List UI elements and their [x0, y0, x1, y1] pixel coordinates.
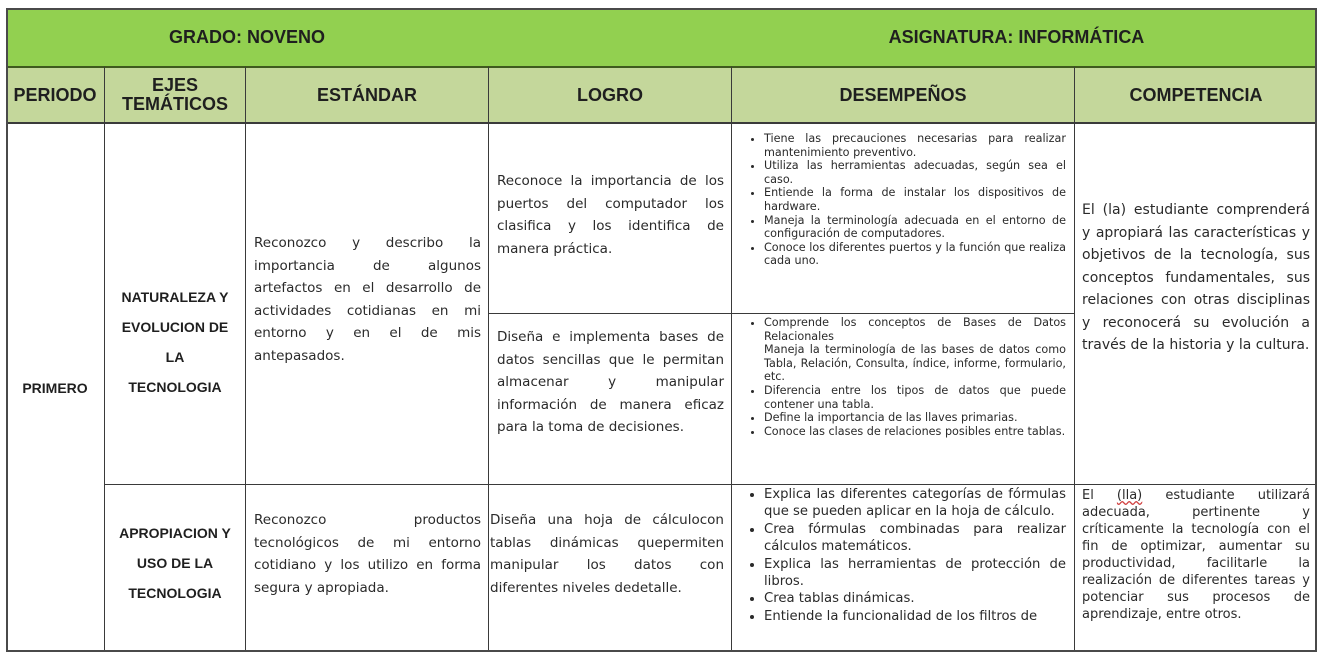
- column-header-label: ESTÁNDAR: [316, 84, 417, 105]
- desempeno-item: • Conoce los diferentes puertos y la función que realiza cada uno.: [764, 241, 1066, 268]
- desempeno-item: • Utiliza las herramientas adecuadas, según sea el caso.: [764, 159, 1066, 186]
- desempeno-item: • Crea tablas dinámicas.: [764, 590, 1066, 607]
- eje-line: LA: [165, 349, 185, 365]
- desempeno-item: • Crea fórmulas combinadas para realizar cálculos matemáticos.: [764, 521, 1066, 556]
- eje-line: USO DE LA: [136, 554, 214, 571]
- eje-line: TECNOLOGIA: [128, 379, 222, 395]
- periodo-value: PRIMERO: [22, 380, 88, 396]
- estandar-text: Reconozco productos tecnológicos de mi entorno cotidiano y los utilizo en forma segura y apropiada.: [254, 512, 481, 596]
- desempeno-item: • Explica las diferentes categorías de fórmulas que se pueden aplicar en la hoja de cálculo.: [764, 486, 1066, 521]
- desempeno-item: • Entiende la funcionalidad de los filtros de: [764, 608, 1066, 625]
- eje-line: EVOLUCION DE: [121, 319, 229, 335]
- eje-line: TECNOLOGIA: [128, 584, 222, 601]
- eje-line: NATURALEZA Y: [121, 289, 229, 305]
- column-header-label: EJES: [151, 75, 199, 95]
- desempeno-item: • Comprende los conceptos de Bases de Datos Relacionales: [764, 316, 1066, 343]
- desempeno-item: • Maneja la terminología adecuada en el entorno de configuración de computadores.: [764, 214, 1066, 241]
- column-header-label: COMPETENCIA: [1129, 84, 1263, 105]
- column-header-label: PERIODO: [13, 84, 97, 105]
- competencia-text: El (la) estudiante comprenderá y apropiará las características y objetivos de la tecnología, sus conceptos fundamentales, sus relaciones con otras disciplinas y reconocerá su evolución a través de la historia y la cultura.: [1082, 202, 1310, 353]
- desempeno-item: Maneja la terminología de las bases de datos como Tabla, Relación, Consulta, índice, informe, formulario, etc.: [764, 343, 1066, 384]
- eje-line: APROPIACION Y: [119, 524, 231, 541]
- desempeno-item: • Tiene las precauciones necesarias para realizar mantenimiento preventivo.: [764, 132, 1066, 159]
- logro-text: Diseña una hoja de cálculocon tablas dinámicas quepermiten manipular los datos con diferentes niveles dedetalle.: [490, 512, 724, 596]
- grade-title: GRADO: NOVENO: [168, 26, 325, 47]
- desempeno-item: • Explica las herramientas de protección de libros.: [764, 556, 1066, 591]
- desempeno-item: • Diferencia entre los tipos de datos que puede contener una tabla.: [764, 384, 1066, 411]
- competencia-rest: estudiante utilizará adecuada, pertinente y críticamente la tecnología con el fin de optimizar, aumentar su productividad, facilitarle la realización de diferentes tareas y potenciar sus procesos de aprendizaje, entre otros.: [1082, 488, 1310, 622]
- desempeno-item: • Conoce las clases de relaciones posibles entre tablas.: [764, 425, 1066, 439]
- desempeno-item: • Define la importancia de las llaves primarias.: [764, 411, 1066, 425]
- subject-title: ASIGNATURA: INFORMÁTICA: [888, 26, 1145, 47]
- logro-text: Diseña e implementa bases de datos sencillas que le permitan almacenar y manipular información de manera eficaz para la toma de decisiones.: [497, 329, 724, 435]
- column-header-label: TEMÁTICOS: [122, 94, 228, 114]
- column-header-label: LOGRO: [577, 84, 643, 105]
- estandar-text: Reconozco y describo la importancia de algunos artefactos en el desarrollo de actividades cotidianas en mi entorno y en el de mis antepasados.: [254, 235, 481, 364]
- table-frame: [6, 8, 1317, 652]
- competencia-prefix: El: [1082, 488, 1094, 503]
- logro-text: Reconoce la importancia de los puertos del computador los clasifica y los identifica de manera práctica.: [497, 173, 724, 257]
- spelling-marked-word: (lla): [1116, 488, 1143, 503]
- desempeno-item: • Entiende la forma de instalar los dispositivos de hardware.: [764, 186, 1066, 213]
- column-header-label: DESEMPEÑOS: [839, 84, 967, 105]
